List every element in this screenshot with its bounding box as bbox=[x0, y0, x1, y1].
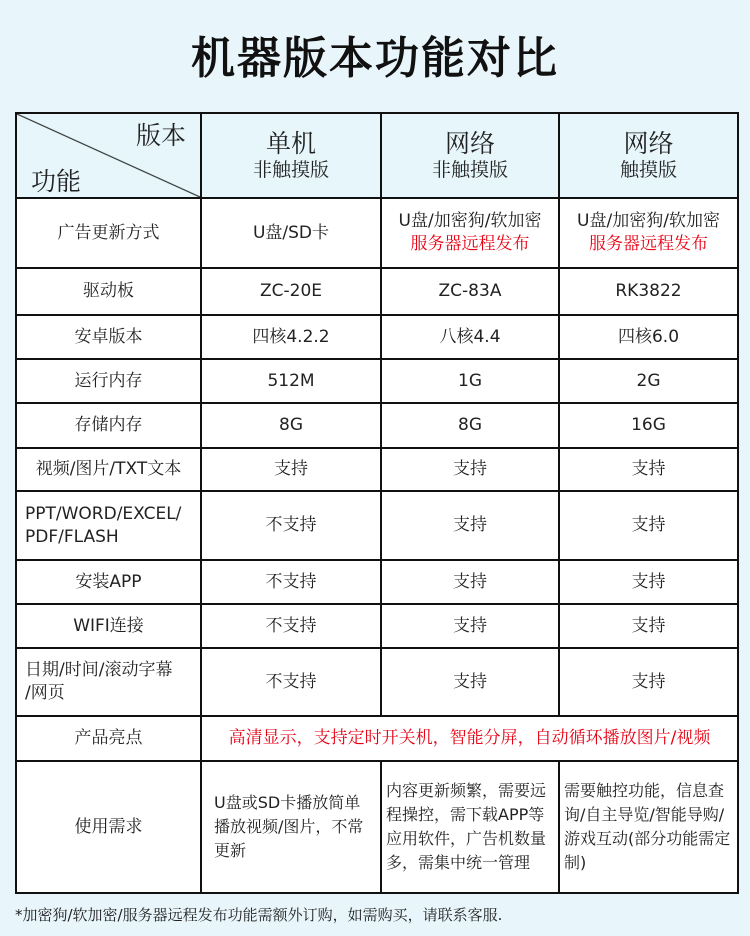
value-text: 八核4.4 bbox=[439, 326, 501, 347]
value-text: 支持 bbox=[274, 459, 308, 479]
usage-row bbox=[16, 761, 738, 893]
value-cell bbox=[381, 560, 559, 604]
table-row bbox=[16, 268, 738, 315]
value-text: 不支持 bbox=[265, 615, 317, 636]
value-cell bbox=[559, 268, 738, 315]
value-cell bbox=[381, 448, 559, 491]
column-sub: 触摸版 bbox=[619, 159, 677, 181]
header-row bbox=[16, 113, 738, 198]
table-row bbox=[16, 315, 738, 359]
feature-cell: 驱动板 bbox=[16, 268, 201, 315]
value-text: 支持 bbox=[453, 515, 487, 535]
value-text: 8G bbox=[458, 415, 482, 435]
value-cell bbox=[559, 560, 738, 604]
value-cell bbox=[201, 560, 381, 604]
value-cell bbox=[559, 491, 738, 560]
table-row bbox=[16, 359, 738, 403]
value-cell bbox=[559, 359, 738, 403]
value-text: U盘/SD卡 bbox=[252, 222, 330, 243]
value-cell bbox=[201, 359, 381, 403]
value-cell bbox=[201, 648, 381, 716]
comparison-table bbox=[15, 112, 739, 894]
value-cell bbox=[381, 604, 559, 648]
remote-publish-text: 服务器远程发布 bbox=[410, 234, 530, 254]
value-text: 支持 bbox=[631, 515, 666, 535]
value-text: 支持 bbox=[453, 459, 487, 479]
feature-cell: PPT/WORD/EXCEL/ PDF/FLASH bbox=[16, 491, 201, 560]
value-text: 不支持 bbox=[265, 571, 317, 592]
highlight-text: 高清显示，支持定时开关机，智能分屏，自动循环播放图片/视频 bbox=[201, 716, 738, 761]
value-cell bbox=[559, 403, 738, 448]
table-row bbox=[16, 491, 738, 560]
value-text: 16G bbox=[631, 415, 666, 435]
value-text: 8G bbox=[279, 415, 303, 435]
column-name: 单机 bbox=[265, 129, 316, 158]
value-text: ZC-20E bbox=[259, 281, 323, 301]
table-row bbox=[16, 560, 738, 604]
feature-cell: 日期/时间/滚动字幕 /网页 bbox=[16, 648, 201, 716]
feature-cell: 运行内存 bbox=[16, 359, 201, 403]
value-cell bbox=[559, 315, 738, 359]
value-text: 不支持 bbox=[265, 671, 317, 692]
feature-cell: 使用需求 bbox=[16, 761, 201, 893]
value-cell bbox=[201, 448, 381, 491]
column-sub: 非触摸版 bbox=[252, 159, 329, 181]
usage-cell: 需要触控功能，信息查询/自主导览/智能导购/游戏互动(部分功能需定制) bbox=[559, 761, 738, 893]
value-text: 支持 bbox=[631, 671, 666, 692]
column-name: 网络 bbox=[623, 129, 674, 158]
column-header bbox=[381, 113, 559, 198]
value-text: 支持 bbox=[453, 671, 487, 692]
value-cell bbox=[381, 648, 559, 716]
footnote: *加密狗/软加密/服务器远程发布功能需额外订购，如需购买，请联系客服. bbox=[15, 906, 503, 924]
value-text: 四核4.2.2 bbox=[252, 326, 330, 347]
page-title: 机器版本功能对比 bbox=[191, 33, 559, 84]
value-text: RK3822 bbox=[615, 281, 682, 301]
feature-cell: WIFI连接 bbox=[16, 604, 201, 648]
value-text: U盘/加密狗/软加密 bbox=[577, 211, 720, 231]
value-text: ZC-83A bbox=[438, 281, 502, 301]
column-header bbox=[559, 113, 738, 198]
feature-cell: 存储内存 bbox=[16, 403, 201, 448]
value-cell bbox=[559, 198, 738, 268]
value-text: 支持 bbox=[453, 615, 487, 636]
feature-cell: 安卓版本 bbox=[16, 315, 201, 359]
usage-cell: U盘或SD卡播放简单播放视频/图片，不常更新 bbox=[201, 761, 381, 893]
value-cell bbox=[381, 198, 559, 268]
value-text: 四核6.0 bbox=[617, 326, 680, 347]
value-cell bbox=[559, 648, 738, 716]
table-row bbox=[16, 604, 738, 648]
highlight-row bbox=[16, 716, 738, 761]
feature-cell: 产品亮点 bbox=[16, 716, 201, 761]
column-sub: 非触摸版 bbox=[431, 159, 508, 181]
value-cell bbox=[381, 315, 559, 359]
value-text: 512M bbox=[267, 370, 315, 391]
value-text: 不支持 bbox=[265, 515, 317, 535]
feature-label: 功能 bbox=[31, 167, 82, 196]
column-header bbox=[201, 113, 381, 198]
value-text: 支持 bbox=[631, 571, 666, 592]
value-cell bbox=[201, 604, 381, 648]
value-cell bbox=[381, 359, 559, 403]
value-cell bbox=[201, 491, 381, 560]
value-cell bbox=[559, 448, 738, 491]
value-cell bbox=[201, 315, 381, 359]
value-text: 支持 bbox=[631, 615, 666, 636]
feature-cell: 安装APP bbox=[16, 560, 201, 604]
table-row bbox=[16, 448, 738, 491]
value-cell bbox=[201, 268, 381, 315]
value-text: U盘/加密狗/软加密 bbox=[398, 211, 542, 231]
value-text: 支持 bbox=[453, 571, 487, 592]
table-row bbox=[16, 403, 738, 448]
usage-cell: 内容更新频繁，需要远程操控，需下载APP等应用软件，广告机数量多，需集中统一管理 bbox=[381, 761, 559, 893]
diagonal-header-cell bbox=[17, 114, 200, 197]
remote-publish-text: 服务器远程发布 bbox=[589, 234, 708, 254]
column-name: 网络 bbox=[444, 129, 495, 158]
value-text: 1G bbox=[458, 370, 482, 391]
table-row bbox=[16, 648, 738, 716]
value-cell bbox=[201, 403, 381, 448]
value-cell bbox=[381, 268, 559, 315]
version-label: 版本 bbox=[135, 121, 186, 150]
feature-cell: 广告更新方式 bbox=[16, 198, 201, 268]
feature-cell: 视频/图片/TXT文本 bbox=[16, 448, 201, 491]
value-cell bbox=[381, 491, 559, 560]
table-row bbox=[16, 198, 738, 268]
value-cell bbox=[201, 198, 381, 268]
value-cell bbox=[559, 604, 738, 648]
value-cell bbox=[381, 403, 559, 448]
value-text: 支持 bbox=[631, 459, 666, 479]
value-text: 2G bbox=[636, 370, 661, 391]
